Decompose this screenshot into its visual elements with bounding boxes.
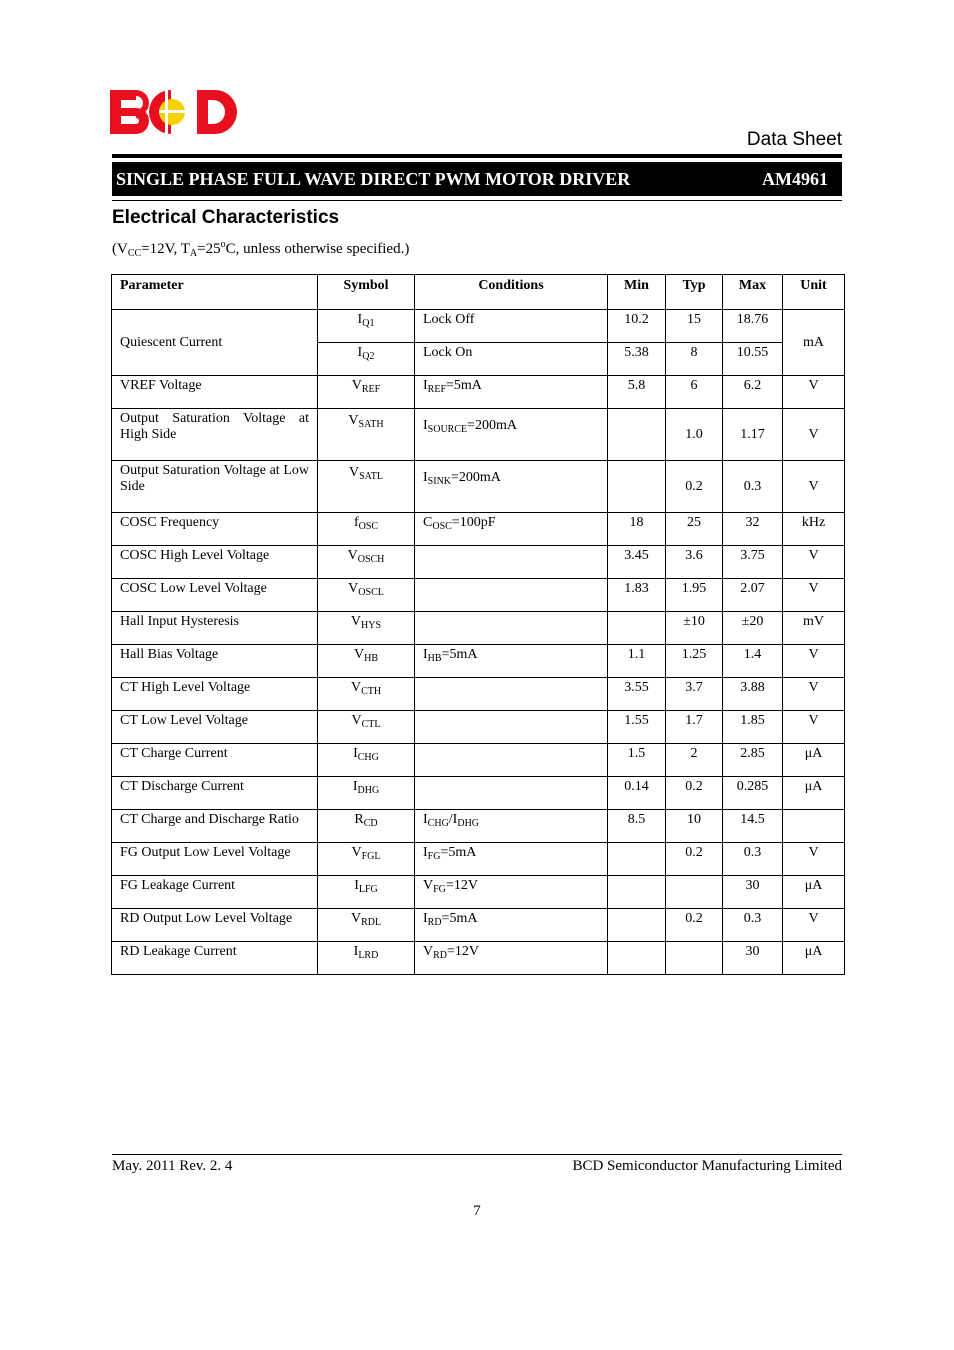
symbol-cell	[318, 645, 415, 678]
unit-cell: V	[783, 376, 845, 409]
condition-subscript: CHG	[427, 818, 449, 829]
symbol-base: I	[354, 878, 359, 893]
symbol-cell	[318, 711, 415, 744]
conditions-cell	[415, 513, 608, 546]
max-cell: 18.76	[723, 310, 783, 343]
table-row	[112, 711, 845, 744]
table-row	[112, 513, 845, 546]
header-min: Min	[608, 275, 666, 310]
min-cell: 5.8	[608, 376, 666, 409]
parameter-cell: CT Charge Current	[112, 744, 318, 777]
condition-subscript: REF	[427, 384, 447, 395]
max-cell: 14.5	[723, 810, 783, 843]
symbol-base: V	[350, 911, 362, 926]
max-cell: 1.85	[723, 711, 783, 744]
max-cell: 30	[723, 942, 783, 975]
condition-subscript: RD	[427, 917, 442, 928]
electrical-characteristics-table	[111, 274, 845, 975]
table-row	[112, 843, 845, 876]
symbol-subscript: LRD	[358, 950, 379, 961]
header-unit: Unit	[783, 275, 845, 310]
table-row	[112, 546, 845, 579]
condition-value: =5mA	[446, 378, 482, 393]
max-cell: 3.88	[723, 678, 783, 711]
typ-cell: 3.7	[666, 678, 723, 711]
symbol-base: V	[348, 465, 360, 480]
unit-cell	[783, 810, 845, 843]
typ-cell: 6	[666, 376, 723, 409]
conditions-cell	[415, 546, 608, 579]
typ-cell: 0.2	[666, 843, 723, 876]
condition-base: Lock On	[423, 345, 473, 360]
unit-cell: mV	[783, 612, 845, 645]
table-row	[112, 744, 845, 777]
symbol-subscript: CD	[363, 818, 378, 829]
typ-cell	[666, 876, 723, 909]
header-rule	[112, 154, 842, 158]
test-conditions-note: ($V_{CC}=12V$, $T_A=25^oC$, unless otherwise specified.)	[112, 239, 410, 259]
symbol-base: I	[357, 345, 363, 360]
unit-cell: V	[783, 645, 845, 678]
parameter-cell: COSC High Level Voltage	[112, 546, 318, 579]
conditions-cell	[415, 909, 608, 942]
max-cell: 0.285	[723, 777, 783, 810]
symbol-cell	[318, 376, 415, 409]
symbol-base: V	[353, 647, 365, 662]
conditions-cell	[415, 645, 608, 678]
parameter-cell: CT Charge and Discharge Ratio	[112, 810, 318, 843]
max-cell: 2.85	[723, 744, 783, 777]
unit-cell: V	[783, 909, 845, 942]
min-cell: 5.38	[608, 343, 666, 376]
conditions-cell	[415, 376, 608, 409]
symbol-subscript: OSC	[358, 521, 379, 532]
symbol-cell	[318, 579, 415, 612]
condition-value: =5mA	[440, 845, 477, 860]
condition-value: /I	[448, 812, 458, 827]
min-cell	[608, 612, 666, 645]
table-row	[112, 376, 845, 409]
min-cell	[608, 409, 666, 461]
symbol-cell	[318, 843, 415, 876]
condition-base: C	[423, 515, 433, 530]
min-cell: 0.14	[608, 777, 666, 810]
unit-cell: μA	[783, 744, 845, 777]
symbol-subscript: DHG	[357, 785, 380, 796]
min-cell	[608, 909, 666, 942]
parameter-cell: RD Leakage Current	[112, 942, 318, 975]
conditions-cell	[415, 343, 608, 376]
condition-value: =5mA	[441, 647, 478, 662]
symbol-subscript: REF	[361, 384, 381, 395]
condition-value: =12V	[445, 878, 478, 893]
condition-base: Lock Off	[423, 312, 475, 327]
symbol-base: f	[353, 515, 359, 530]
typ-cell: 1.95	[666, 579, 723, 612]
typ-cell: 2	[666, 744, 723, 777]
symbol-cell	[318, 909, 415, 942]
part-number: AM4961	[762, 168, 828, 189]
min-cell	[608, 876, 666, 909]
symbol-cell	[318, 310, 415, 343]
conditions-cell	[415, 876, 608, 909]
table-header-row	[112, 275, 845, 310]
condition-subscript: OSC	[432, 521, 452, 532]
symbol-cell	[318, 513, 415, 546]
typ-cell	[666, 942, 723, 975]
parameter-cell: Hall Input Hysteresis	[112, 612, 318, 645]
parameter-cell: FG Output Low Level Voltage	[112, 843, 318, 876]
min-cell: 1.83	[608, 579, 666, 612]
min-cell	[608, 461, 666, 513]
conditions-cell	[415, 744, 608, 777]
symbol-cell	[318, 777, 415, 810]
symbol-cell	[318, 942, 415, 975]
max-cell: 32	[723, 513, 783, 546]
table-row	[112, 409, 845, 461]
table-row	[112, 942, 845, 975]
symbol-base: V	[351, 378, 362, 393]
parameter-cell: CT Discharge Current	[112, 777, 318, 810]
table-row	[112, 612, 845, 645]
typ-cell: 1.7	[666, 711, 723, 744]
unit-cell: V	[783, 843, 845, 876]
parameter-cell: Quiescent Current	[112, 310, 318, 376]
parameter-cell: COSC Frequency	[112, 513, 318, 546]
symbol-subscript: SATL	[359, 471, 384, 482]
parameter-cell: COSC Low Level Voltage	[112, 579, 318, 612]
conditions-cell	[415, 310, 608, 343]
min-cell: 18	[608, 513, 666, 546]
header-parameter: Parameter	[112, 275, 318, 310]
max-cell: 3.75	[723, 546, 783, 579]
max-cell: ±20	[723, 612, 783, 645]
condition-subscript: FG	[427, 851, 441, 862]
unit-cell: mA	[783, 310, 845, 376]
max-cell: 6.2	[723, 376, 783, 409]
page-number: 7	[473, 1203, 481, 1219]
condition-base: I	[423, 418, 428, 433]
symbol-base: V	[347, 548, 358, 563]
parameter-cell: Output Saturation Voltage at Low Side	[112, 461, 318, 513]
condition-value: =100pF	[451, 515, 496, 530]
symbol-cell	[318, 678, 415, 711]
symbol-base: R	[354, 812, 364, 827]
conditions-cell	[415, 942, 608, 975]
condition-subscript: HB	[427, 653, 442, 664]
symbol-cell	[318, 343, 415, 376]
symbol-base: I	[353, 746, 358, 761]
table-row	[112, 461, 845, 513]
condition-base: I	[423, 378, 428, 393]
symbol-subscript: FGL	[361, 851, 381, 862]
symbol-base: V	[350, 680, 362, 695]
parameter-cell: CT High Level Voltage	[112, 678, 318, 711]
unit-cell: V	[783, 409, 845, 461]
document-title: SINGLE PHASE FULL WAVE DIRECT PWM MOTOR DRIVER	[116, 168, 631, 189]
parameter-cell: CT Low Level Voltage	[112, 711, 318, 744]
header-conditions: Conditions	[415, 275, 608, 310]
typ-cell: ±10	[666, 612, 723, 645]
footer-company: BCD Semiconductor Manufacturing Limited	[572, 1158, 842, 1174]
symbol-subscript: Q1	[362, 318, 375, 329]
symbol-base: I	[353, 944, 359, 959]
symbol-subscript: HB	[364, 653, 379, 664]
footer-rule	[112, 1154, 842, 1155]
symbol-base: V	[351, 713, 362, 728]
symbol-subscript: RDL	[361, 917, 382, 928]
typ-cell: 3.6	[666, 546, 723, 579]
typ-cell: 0.2	[666, 909, 723, 942]
symbol-subscript: SATH	[358, 419, 384, 430]
symbol-subscript: OSCL	[358, 587, 384, 598]
symbol-base: I	[352, 779, 358, 794]
symbol-subscript: LFG	[358, 884, 378, 895]
table-row	[112, 645, 845, 678]
conditions-cell	[415, 777, 608, 810]
condition-value: =200mA	[451, 470, 501, 485]
table-row	[112, 909, 845, 942]
condition-base: I	[423, 845, 428, 860]
max-cell: 0.3	[723, 461, 783, 513]
min-cell: 10.2	[608, 310, 666, 343]
table-row	[112, 777, 845, 810]
max-cell: 30	[723, 876, 783, 909]
max-cell: 0.3	[723, 843, 783, 876]
symbol-base: V	[348, 413, 359, 428]
typ-cell: 8	[666, 343, 723, 376]
condition-base: I	[423, 812, 428, 827]
condition-base: I	[423, 647, 428, 662]
symbol-subscript: Q2	[362, 351, 375, 362]
min-cell: 1.1	[608, 645, 666, 678]
symbol-cell	[318, 612, 415, 645]
typ-cell: 1.25	[666, 645, 723, 678]
parameter-cell: FG Leakage Current	[112, 876, 318, 909]
conditions-cell	[415, 461, 608, 513]
unit-cell: V	[783, 546, 845, 579]
condition-base: I	[423, 911, 428, 926]
min-cell: 1.5	[608, 744, 666, 777]
min-cell: 1.55	[608, 711, 666, 744]
condition-subscript: RD	[433, 950, 448, 961]
typ-cell: 10	[666, 810, 723, 843]
min-cell	[608, 942, 666, 975]
symbol-cell	[318, 744, 415, 777]
header-symbol: Symbol	[318, 275, 415, 310]
doc-type-label: Data Sheet	[746, 129, 842, 150]
condition-value: =5mA	[441, 911, 478, 926]
symbol-cell	[318, 409, 415, 461]
typ-cell: 15	[666, 310, 723, 343]
symbol-subscript: CTH	[361, 686, 382, 697]
header-typ: Typ	[666, 275, 723, 310]
conditions-cell	[415, 678, 608, 711]
condition-subscript: SOURCE	[427, 424, 468, 435]
unit-cell: μA	[783, 876, 845, 909]
conditions-cell	[415, 409, 608, 461]
unit-cell: kHz	[783, 513, 845, 546]
symbol-subscript: CHG	[357, 752, 379, 763]
condition-base: I	[423, 470, 428, 485]
conditions-cell	[415, 711, 608, 744]
max-cell: 2.07	[723, 579, 783, 612]
min-cell: 3.55	[608, 678, 666, 711]
unit-cell: V	[783, 579, 845, 612]
min-cell	[608, 843, 666, 876]
symbol-base: I	[357, 312, 363, 327]
typ-cell: 0.2	[666, 777, 723, 810]
condition-value: =200mA	[467, 418, 518, 433]
title-bar	[112, 162, 842, 196]
symbol-subscript: CTL	[361, 719, 381, 730]
parameter-cell: Hall Bias Voltage	[112, 645, 318, 678]
symbol-cell	[318, 546, 415, 579]
max-cell: 0.3	[723, 909, 783, 942]
parameter-cell: Output Saturation Voltage at High Side	[112, 409, 318, 461]
unit-cell: μA	[783, 942, 845, 975]
min-cell: 8.5	[608, 810, 666, 843]
unit-cell: V	[783, 461, 845, 513]
max-cell: 1.17	[723, 409, 783, 461]
table-row	[112, 876, 845, 909]
header-max: Max	[723, 275, 783, 310]
condition-subscript: FG	[433, 884, 446, 895]
condition-subscript: DHG	[457, 818, 480, 829]
condition-base: V	[423, 878, 434, 893]
min-cell: 3.45	[608, 546, 666, 579]
conditions-cell	[415, 810, 608, 843]
parameter-cell: VREF Voltage	[112, 376, 318, 409]
symbol-base: V	[350, 614, 362, 629]
table-row	[112, 678, 845, 711]
parameter-cell: RD Output Low Level Voltage	[112, 909, 318, 942]
unit-cell: μA	[783, 777, 845, 810]
condition-subscript: SINK	[427, 476, 452, 487]
typ-cell: 0.2	[666, 461, 723, 513]
symbol-cell	[318, 810, 415, 843]
table-row	[112, 810, 845, 843]
typ-cell: 25	[666, 513, 723, 546]
bcd-logo	[109, 88, 241, 136]
unit-cell: V	[783, 678, 845, 711]
footer-date-revision: May. 2011 Rev. 2. 4	[112, 1158, 233, 1174]
conditions-cell	[415, 843, 608, 876]
conditions-cell	[415, 579, 608, 612]
symbol-subscript: HYS	[361, 620, 382, 631]
symbol-cell	[318, 461, 415, 513]
table-row	[112, 579, 845, 612]
symbol-base: V	[348, 581, 359, 596]
conditions-cell	[415, 612, 608, 645]
unit-cell: V	[783, 711, 845, 744]
table-row	[112, 310, 845, 343]
symbol-base: V	[351, 845, 362, 860]
max-cell: 1.4	[723, 645, 783, 678]
title-underline	[112, 200, 842, 201]
condition-base: V	[423, 944, 434, 959]
section-title: Electrical Characteristics	[112, 207, 340, 228]
symbol-cell	[318, 876, 415, 909]
typ-cell: 1.0	[666, 409, 723, 461]
condition-value: =12V	[447, 944, 480, 959]
max-cell: 10.55	[723, 343, 783, 376]
symbol-subscript: OSCH	[357, 554, 385, 565]
